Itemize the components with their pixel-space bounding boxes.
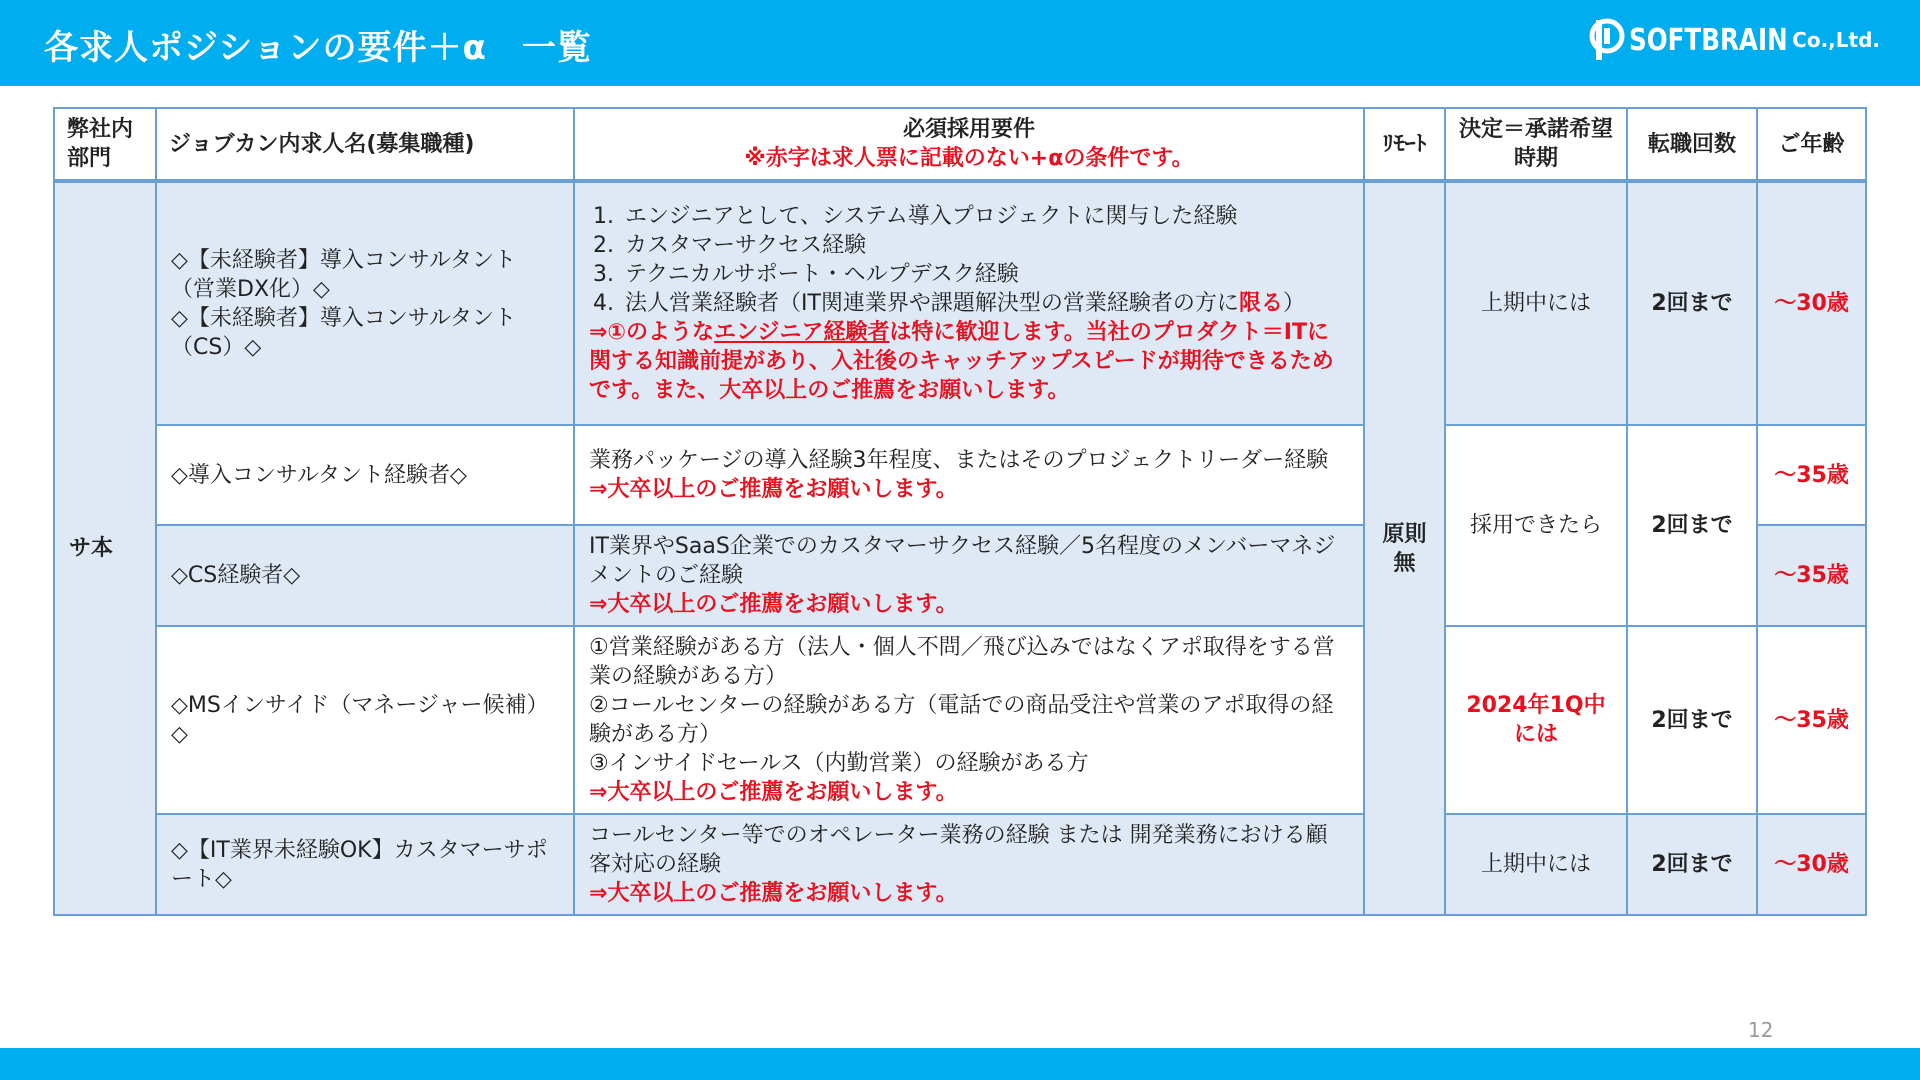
extra-condition bbox=[589, 318, 1349, 405]
requirements-list bbox=[589, 202, 1349, 318]
job-changes-cell: 2回まで bbox=[1627, 626, 1757, 814]
timing-cell: 上期中には bbox=[1445, 181, 1627, 425]
table-row bbox=[54, 425, 1866, 525]
header-dept: 弊社内部門 bbox=[54, 108, 156, 181]
requirements-cell bbox=[574, 814, 1364, 915]
extra-condition: ⇒大卒以上のご推薦をお願いします。 bbox=[589, 477, 958, 502]
requirement-text-end: ） bbox=[1282, 291, 1305, 316]
requirement-text: IT業界やSaaS企業でのカスタマーサクセス経験／5名程度のメンバーマネジメントのご経験 bbox=[589, 534, 1336, 588]
page-title: 各求人ポジションの要件＋α 一覧 bbox=[44, 28, 592, 68]
requirement-red-text: 限る bbox=[1238, 291, 1283, 316]
requirement-text: 法人営業経験者（IT関連業界や課題解決型の営業経験者の方に bbox=[625, 291, 1239, 316]
requirement-text: ①営業経験がある方（法人・個人不問／飛び込みではなくアポ取得をする営業の経験がある方） bbox=[589, 635, 1335, 689]
requirements-cell bbox=[574, 425, 1364, 525]
page-number: 12 bbox=[1748, 1018, 1774, 1042]
requirement-item bbox=[621, 289, 1349, 318]
job-changes-cell: 2回まで bbox=[1627, 181, 1757, 425]
dept-cell: サ本 bbox=[54, 181, 156, 915]
softbrain-logo-icon bbox=[1587, 16, 1627, 64]
header-bar bbox=[0, 0, 1920, 86]
table-row bbox=[54, 181, 1866, 425]
age-cell: ～30歳 bbox=[1757, 181, 1866, 425]
age-cell: ～35歳 bbox=[1757, 626, 1866, 814]
requirement-text: ②コールセンターの経験がある方（電話での商品受注や営業のアポ取得の経験がある方） bbox=[589, 693, 1334, 747]
extra-condition-pre: ⇒①のような bbox=[589, 320, 715, 345]
table-header-row bbox=[54, 108, 1866, 181]
requirement-text: 業務パッケージの導入経験3年程度、またはそのプロジェクトリーダー経験 bbox=[589, 448, 1329, 473]
job-changes-cell: 2回まで bbox=[1627, 425, 1757, 626]
extra-condition: ⇒大卒以上のご推薦をお願いします。 bbox=[589, 780, 958, 805]
position-cell bbox=[156, 181, 574, 425]
header-requirements-label: 必須採用要件 bbox=[902, 117, 1035, 142]
header-age: ご年齢 bbox=[1757, 108, 1866, 181]
position-cell: ◇導入コンサルタント経験者◇ bbox=[156, 425, 574, 525]
timing-cell: 2024年1Q中には bbox=[1445, 626, 1627, 814]
extra-condition: ⇒大卒以上のご推薦をお願いします。 bbox=[589, 881, 958, 906]
age-cell: ～35歳 bbox=[1757, 425, 1866, 525]
requirement-item: 2. カスタマーサクセス経験 bbox=[621, 231, 1349, 260]
company-logo bbox=[1587, 16, 1880, 64]
timing-cell: 上期中には bbox=[1445, 814, 1627, 915]
position-cell: ◇MSインサイド（マネージャー候補）◇ bbox=[156, 626, 574, 814]
logo-wordmark: SOFTBRAIN bbox=[1628, 22, 1788, 58]
requirements-cell bbox=[574, 525, 1364, 626]
position-cell: ◇【IT業界未経験OK】カスタマーサポート◇ bbox=[156, 814, 574, 915]
position-cell: ◇CS経験者◇ bbox=[156, 525, 574, 626]
requirement-text: ③インサイドセールス（内勤営業）の経験がある方 bbox=[589, 751, 1089, 776]
requirement-item: 3. テクニカルサポート・ヘルプデスク経験 bbox=[621, 260, 1349, 289]
timing-cell: 採用できたら bbox=[1445, 425, 1627, 626]
extra-condition-underlined: エンジニア経験者 bbox=[714, 320, 890, 345]
header-requirements bbox=[574, 108, 1364, 181]
table-row bbox=[54, 814, 1866, 915]
position-line: ◇【未経験者】導入コンサルタント（営業DX化）◇ bbox=[171, 247, 516, 302]
requirement-text: コールセンター等でのオペレーター業務の経験 または 開発業務における顧客対応の経験 bbox=[589, 823, 1328, 877]
table-row bbox=[54, 626, 1866, 814]
header-remote: ﾘﾓｰﾄ bbox=[1364, 108, 1445, 181]
age-cell: ～35歳 bbox=[1757, 525, 1866, 626]
job-changes-cell: 2回まで bbox=[1627, 814, 1757, 915]
header-requirements-note: ※赤字は求人票に記載のない+αの条件です。 bbox=[744, 146, 1194, 171]
remote-cell: 原則無 bbox=[1364, 181, 1445, 915]
requirements-table bbox=[53, 107, 1867, 916]
requirement-item: 1. エンジニアとして、システム導入プロジェクトに関与した経験 bbox=[621, 202, 1349, 231]
header-timing: 決定＝承諾希望時期 bbox=[1445, 108, 1627, 181]
header-position: ジョブカン内求人名(募集職種) bbox=[156, 108, 574, 181]
age-cell: ～30歳 bbox=[1757, 814, 1866, 915]
extra-condition: ⇒大卒以上のご推薦をお願いします。 bbox=[589, 592, 958, 617]
requirements-cell bbox=[574, 626, 1364, 814]
requirements-cell bbox=[574, 181, 1364, 425]
extra-condition-post: は特に歓迎します。当社のプロダクト＝ITに関する知識前提があり、入社後のキャッチアップスピードが期待できるためです。また、大卒以上のご推薦をお願いします。 bbox=[589, 320, 1334, 403]
position-line: ◇【未経験者】導入コンサルタント（CS）◇ bbox=[171, 305, 516, 360]
logo-suffix: Co.,Ltd. bbox=[1792, 28, 1880, 52]
footer-bar bbox=[0, 1048, 1920, 1080]
header-job-changes: 転職回数 bbox=[1627, 108, 1757, 181]
